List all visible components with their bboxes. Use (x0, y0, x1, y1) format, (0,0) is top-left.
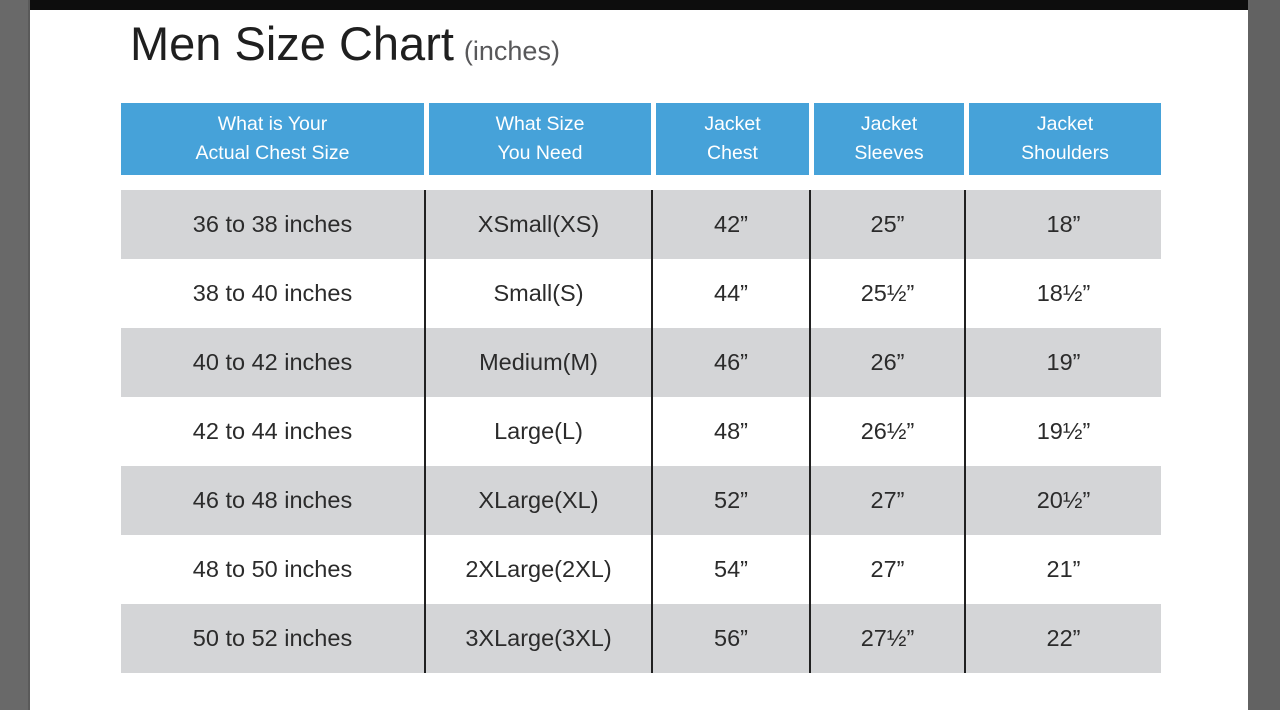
table-cell-jacket-chest: 44” (651, 259, 809, 328)
table-cell-size-name: Medium(M) (424, 328, 651, 397)
table-cell-chest-size: 50 to 52 inches (192, 625, 353, 651)
table-cell-jacket-sleeves: 25½” (809, 259, 964, 328)
table-cell-jacket-chest: 42” (651, 190, 809, 259)
table-row (121, 535, 1161, 604)
header-line: What is Your (217, 112, 328, 135)
table-cell-chest-size: 40 to 42 inches (192, 349, 353, 375)
table-cell-size-name: 3XLarge(3XL) (424, 604, 651, 673)
header-line: Jacket (1036, 112, 1094, 135)
table-cell-jacket-shoulders: 22” (964, 604, 1161, 673)
left-edge-band (0, 0, 30, 710)
table-cell-chest-size: 38 to 40 inches (192, 280, 353, 306)
table-row (121, 259, 1161, 328)
column-header-actual-chest-size (121, 103, 424, 175)
table-cell-jacket-chest: 56” (651, 604, 809, 673)
page-title (130, 16, 560, 71)
table-cell-jacket-chest: 54” (651, 535, 809, 604)
table-cell-jacket-chest: 48” (651, 397, 809, 466)
right-edge-band (1248, 0, 1280, 710)
table-cell-jacket-shoulders: 21” (964, 535, 1161, 604)
header-line: Sleeves (854, 142, 924, 164)
table-cell-size-name: XSmall(XS) (424, 190, 651, 259)
table-cell-jacket-shoulders: 18½” (964, 259, 1161, 328)
table-cell-jacket-shoulders: 19½” (964, 397, 1161, 466)
size-chart-table (121, 103, 1161, 673)
table-cell-jacket-shoulders: 18” (964, 190, 1161, 259)
table-body (121, 190, 1161, 673)
table-cell-jacket-chest: 52” (651, 466, 809, 535)
table-cell-jacket-sleeves: 26½” (809, 397, 964, 466)
table-row (121, 466, 1161, 535)
table-cell-jacket-shoulders: 20½” (964, 466, 1161, 535)
table-cell-size-name: 2XLarge(2XL) (424, 535, 651, 604)
table-cell-jacket-sleeves: 27½” (809, 604, 964, 673)
table-cell-jacket-sleeves: 27” (809, 535, 964, 604)
table-cell-size-name: Small(S) (424, 259, 651, 328)
page-title-text: Men Size Chart (130, 17, 454, 70)
table-cell-chest-size: 36 to 38 inches (192, 211, 353, 237)
table-row (121, 328, 1161, 397)
column-header-jacket-sleeves (809, 103, 964, 175)
table-cell-jacket-sleeves: 27” (809, 466, 964, 535)
table-cell-size-name: Large(L) (424, 397, 651, 466)
header-line: Shoulders (1021, 142, 1109, 164)
table-header-row (121, 103, 1161, 175)
table-cell-chest-size: 42 to 44 inches (192, 418, 353, 444)
table-cell-jacket-sleeves: 25” (809, 190, 964, 259)
table-cell-chest-size: 48 to 50 inches (192, 556, 353, 582)
top-edge-bar (30, 0, 1248, 10)
page-title-units: (inches) (463, 36, 560, 66)
header-line: You Need (497, 142, 583, 164)
header-line: Jacket (704, 112, 761, 135)
table-row (121, 604, 1161, 673)
header-line: Jacket (860, 112, 918, 135)
column-header-size-you-need (424, 103, 651, 175)
column-header-jacket-chest (651, 103, 809, 175)
column-header-jacket-shoulders (964, 103, 1161, 175)
table-cell-jacket-shoulders: 19” (964, 328, 1161, 397)
header-line: Actual Chest Size (195, 142, 350, 164)
table-row (121, 397, 1161, 466)
table-cell-size-name: XLarge(XL) (424, 466, 651, 535)
table-cell-chest-size: 46 to 48 inches (192, 487, 353, 513)
header-line: Chest (707, 142, 758, 164)
table-row (121, 190, 1161, 259)
table-cell-jacket-chest: 46” (651, 328, 809, 397)
table-cell-jacket-sleeves: 26” (809, 328, 964, 397)
header-line: What Size (495, 112, 585, 135)
